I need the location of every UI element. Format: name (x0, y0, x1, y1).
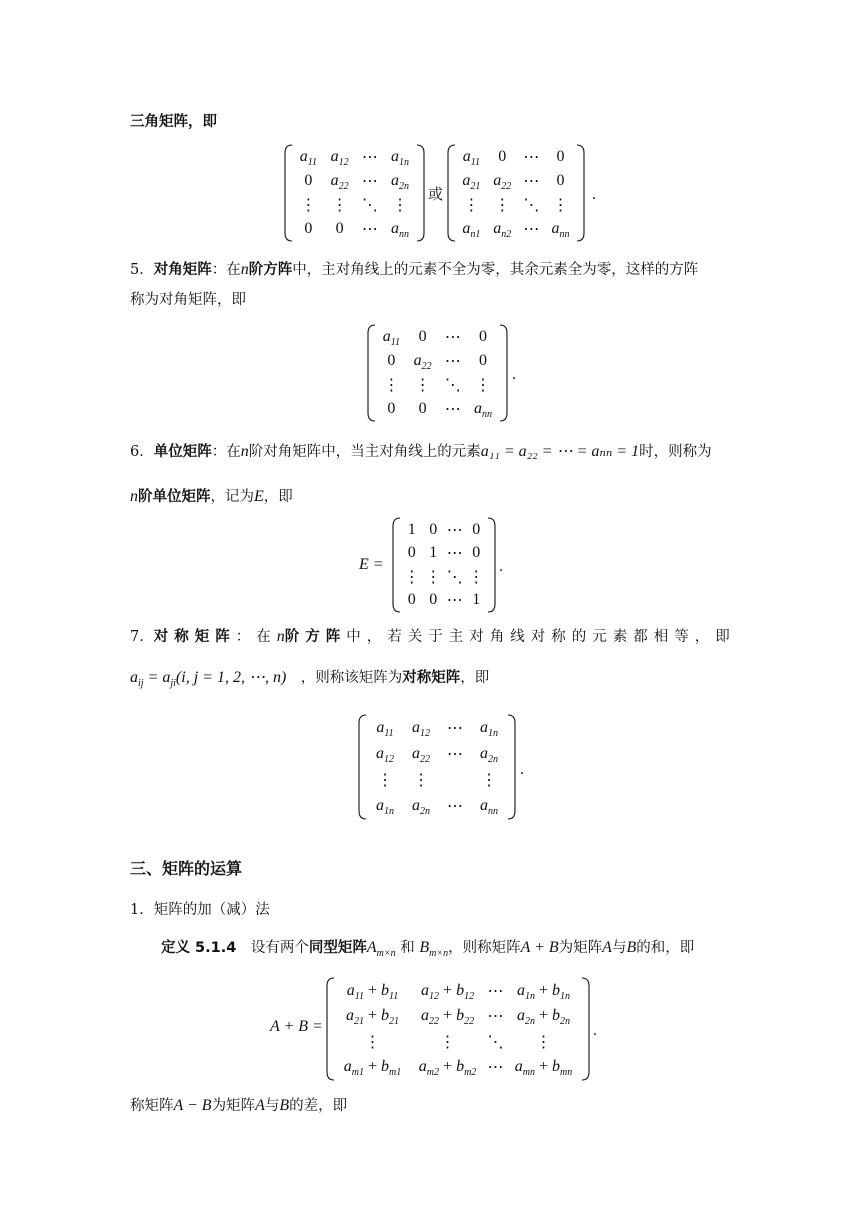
matrix-entry: $a_{12} + b_{12}$ (421, 981, 475, 1002)
matrix-entry: ⋱ (446, 568, 463, 586)
matrix-entry: $a_{11}$ (382, 328, 400, 348)
matrix-entry: 0 (472, 520, 481, 538)
item7-line1: 7．对称矩阵：在n阶方阵中，若关于主对角线对称的元素都相等，即 (130, 628, 736, 645)
matrix-entry: 0 (429, 591, 438, 609)
matrix-entry: $a_{1n} + b_{1n}$ (516, 981, 570, 1002)
matrix-entry: 0 (418, 400, 427, 417)
right-bracket (508, 715, 515, 819)
matrix-entry: $a_{nn}$ (474, 400, 492, 420)
matrix-entry: ⋯ (444, 401, 461, 418)
matrix-entry: $a_{22} + b_{22}$ (421, 1007, 475, 1028)
matrix-entry: $a_{22}$ (412, 745, 430, 765)
period: . (499, 558, 503, 575)
matrix-entry: 0 (418, 328, 427, 345)
matrix-entry: ⋯ (447, 720, 463, 737)
matrix-entry: 0 (387, 400, 396, 417)
matrix-entry: ⋯ (446, 592, 463, 610)
matrix-entry: $a_{2n}$ (391, 172, 409, 192)
matrix-entry: 0 (304, 172, 313, 189)
matrix-entry: ⋮ (364, 1033, 381, 1051)
matrix-entry: $a_{mn} + b_{mn}$ (514, 1058, 573, 1079)
matrix-entry: $a_{12}$ (376, 745, 394, 765)
matrix-entry: $a_{m1} + b_{m1}$ (343, 1058, 402, 1079)
matrix-entry: 0 (429, 520, 438, 538)
matrix-entry: ⋮ (300, 197, 317, 214)
matrix-entry: ⋮ (331, 197, 348, 214)
matrix-entry: ⋮ (413, 772, 429, 789)
matrix-entry: ⋮ (494, 197, 511, 214)
matrix-entry: $a_{11}$ (299, 148, 317, 168)
matrix-entry: ⋱ (444, 377, 461, 394)
item5-line2: 称为对角矩阵，即 (130, 292, 246, 308)
left-bracket (359, 715, 366, 819)
matrix-entry: ⋯ (361, 221, 378, 238)
right-bracket (500, 325, 507, 421)
matrix-entry: $a_{m2} + b_{m2}$ (418, 1058, 477, 1079)
matrix-entry: ⋯ (487, 1008, 504, 1026)
matrix-entry: ⋯ (523, 221, 540, 238)
matrix-entry: 1 (429, 544, 438, 562)
matrix-entry: ⋱ (487, 1033, 504, 1051)
matrix-entry: ⋯ (446, 545, 463, 563)
right-bracket (577, 145, 584, 241)
matrix-entry: ⋱ (523, 197, 540, 214)
matrix-entry: 0 (407, 591, 416, 609)
matrix-entry: ⋮ (425, 568, 442, 586)
matrix-entry: $a_{2n}$ (480, 745, 498, 765)
matrix-entry: $a_{n2}$ (493, 220, 512, 240)
matrix-entry: ⋮ (414, 377, 431, 394)
matrix-entry: $a_{12}$ (412, 719, 430, 739)
matrix-entry: ⋯ (487, 982, 504, 1000)
matrix-entry: $a_{nn}$ (391, 220, 409, 240)
matrix-entry: $a_{22}$ (493, 172, 512, 192)
item7-line2: $a_{ij} = a_{ji}(i$, j = 1, 2, ⋯, n) ，则称该矩阵为对称矩阵，即 (130, 669, 490, 689)
difference-line: 称矩阵A − B为矩阵A与B的差，即 (130, 1097, 348, 1114)
matrix-entry: 0 (556, 172, 565, 189)
matrix-entry: ⋮ (475, 377, 491, 394)
matrix-entry: ⋯ (523, 173, 540, 190)
matrix-entry: 0 (335, 220, 344, 237)
matrix-entry: $a_{n1}$ (462, 220, 481, 240)
matrix-entry: ⋮ (383, 377, 400, 394)
matrix-entry: ⋮ (439, 1033, 456, 1051)
matrix-entry: ⋯ (446, 521, 463, 539)
right-bracket (417, 145, 424, 241)
item6-line2: n阶单位矩阵，记为E，即 (130, 488, 293, 505)
matrix-entry: 0 (304, 220, 313, 237)
period: . (512, 366, 516, 383)
matrix-entry: $a_{1n}$ (376, 797, 394, 817)
matrix-entry: ⋮ (552, 197, 569, 214)
item6-line1: 6．单位矩阵：在n阶对角矩阵中，当主对角线上的元素a₁₁ = a₂₂ = ⋯ = aₙₙ = 1时，则称为 (130, 443, 712, 460)
matrix-entry: ⋮ (392, 197, 408, 214)
or-word: 或 (428, 185, 444, 203)
matrix-entry: ⋮ (403, 568, 420, 586)
matrix-entry: 0 (498, 148, 507, 165)
identity-lhs: E = (359, 556, 384, 573)
period: . (520, 761, 524, 778)
matrix-entry: $a_{21} + b_{21}$ (346, 1007, 400, 1028)
left-bracket (448, 145, 455, 241)
matrix-entry: 0 (387, 352, 396, 369)
matrix-entry: $a_{1n}$ (391, 148, 409, 168)
matrix-entry: 0 (407, 544, 416, 562)
matrix-entry: 0 (472, 544, 481, 562)
matrix-entry: ⋮ (377, 772, 393, 789)
upper-triangular-matrix (283, 143, 426, 243)
matrix-entry: 0 (479, 328, 487, 345)
matrix-entry: ⋮ (481, 772, 497, 789)
left-bracket (393, 518, 400, 612)
item5-line1: 5．对角矩阵：在n阶方阵中，主对角线上的元素不全为零，其余元素全为零，这样的方阵 (130, 261, 699, 278)
matrix-entry: ⋯ (487, 1059, 504, 1077)
matrix-entry: $a_{11}$ (376, 719, 394, 739)
diagonal-matrix (366, 323, 509, 423)
matrix-entry: ⋯ (361, 149, 378, 166)
section-heading: 三、矩阵的运算 (130, 859, 243, 878)
left-bracket (368, 325, 375, 421)
subsection-heading: 1．矩阵的加（减）法 (130, 902, 270, 918)
matrix-entry: ⋯ (523, 149, 540, 166)
matrix-entry: 0 (479, 352, 487, 369)
right-bracket (582, 978, 589, 1080)
matrix-entry: $a_{11}$ (462, 148, 481, 168)
right-bracket (488, 518, 495, 612)
sum-matrix (325, 976, 591, 1082)
matrix-entry: $a_{11} + b_{11}$ (346, 981, 399, 1002)
matrix-entry: $a_{22}$ (330, 172, 349, 192)
matrix-entry: ⋯ (444, 329, 461, 346)
identity-matrix (391, 516, 497, 614)
matrix-entry: 1 (472, 591, 481, 609)
matrix-entry: $a_{2n} + b_{2n}$ (516, 1007, 570, 1028)
matrix-entry: ⋯ (361, 173, 378, 190)
matrix-entry: $a_{nn}$ (551, 220, 570, 240)
matrix-entry: 1 (407, 520, 416, 538)
matrix-entry: $a_{12}$ (330, 148, 349, 168)
left-bracket (285, 145, 292, 241)
period: . (593, 1022, 597, 1039)
matrix-entry: $a_{21}$ (462, 172, 481, 192)
matrix-entry: ⋯ (447, 798, 463, 815)
definition-5-1-4: 定义 5.1.4 设有两个同型矩阵$A_{m\times n}$ 和 $B_{m\times n}$，则称矩阵A + B为矩阵A与B的和，即 (161, 939, 695, 959)
matrix-entry: ⋮ (463, 197, 480, 214)
lower-triangular-matrix (446, 143, 586, 243)
matrix-entry: ⋮ (468, 568, 485, 586)
matrix-entry: ⋯ (444, 353, 461, 370)
matrix-entry: 0 (556, 148, 565, 165)
symmetric-matrix (357, 713, 517, 821)
sum-lhs: A + B = (270, 1018, 323, 1035)
matrix-entry: $a_{2n}$ (412, 797, 430, 817)
intro-triangular: 三角矩阵，即 (130, 114, 217, 130)
left-bracket (327, 978, 334, 1080)
period: . (592, 186, 596, 203)
matrix-entry: ⋱ (361, 197, 378, 214)
matrix-entry (439, 767, 471, 793)
matrix-entry: $a_{nn}$ (480, 797, 498, 817)
matrix-entry: $a_{22}$ (413, 352, 432, 372)
matrix-entry: ⋮ (535, 1033, 552, 1051)
matrix-entry: ⋯ (447, 746, 463, 763)
matrix-entry: $a_{1n}$ (480, 719, 498, 739)
